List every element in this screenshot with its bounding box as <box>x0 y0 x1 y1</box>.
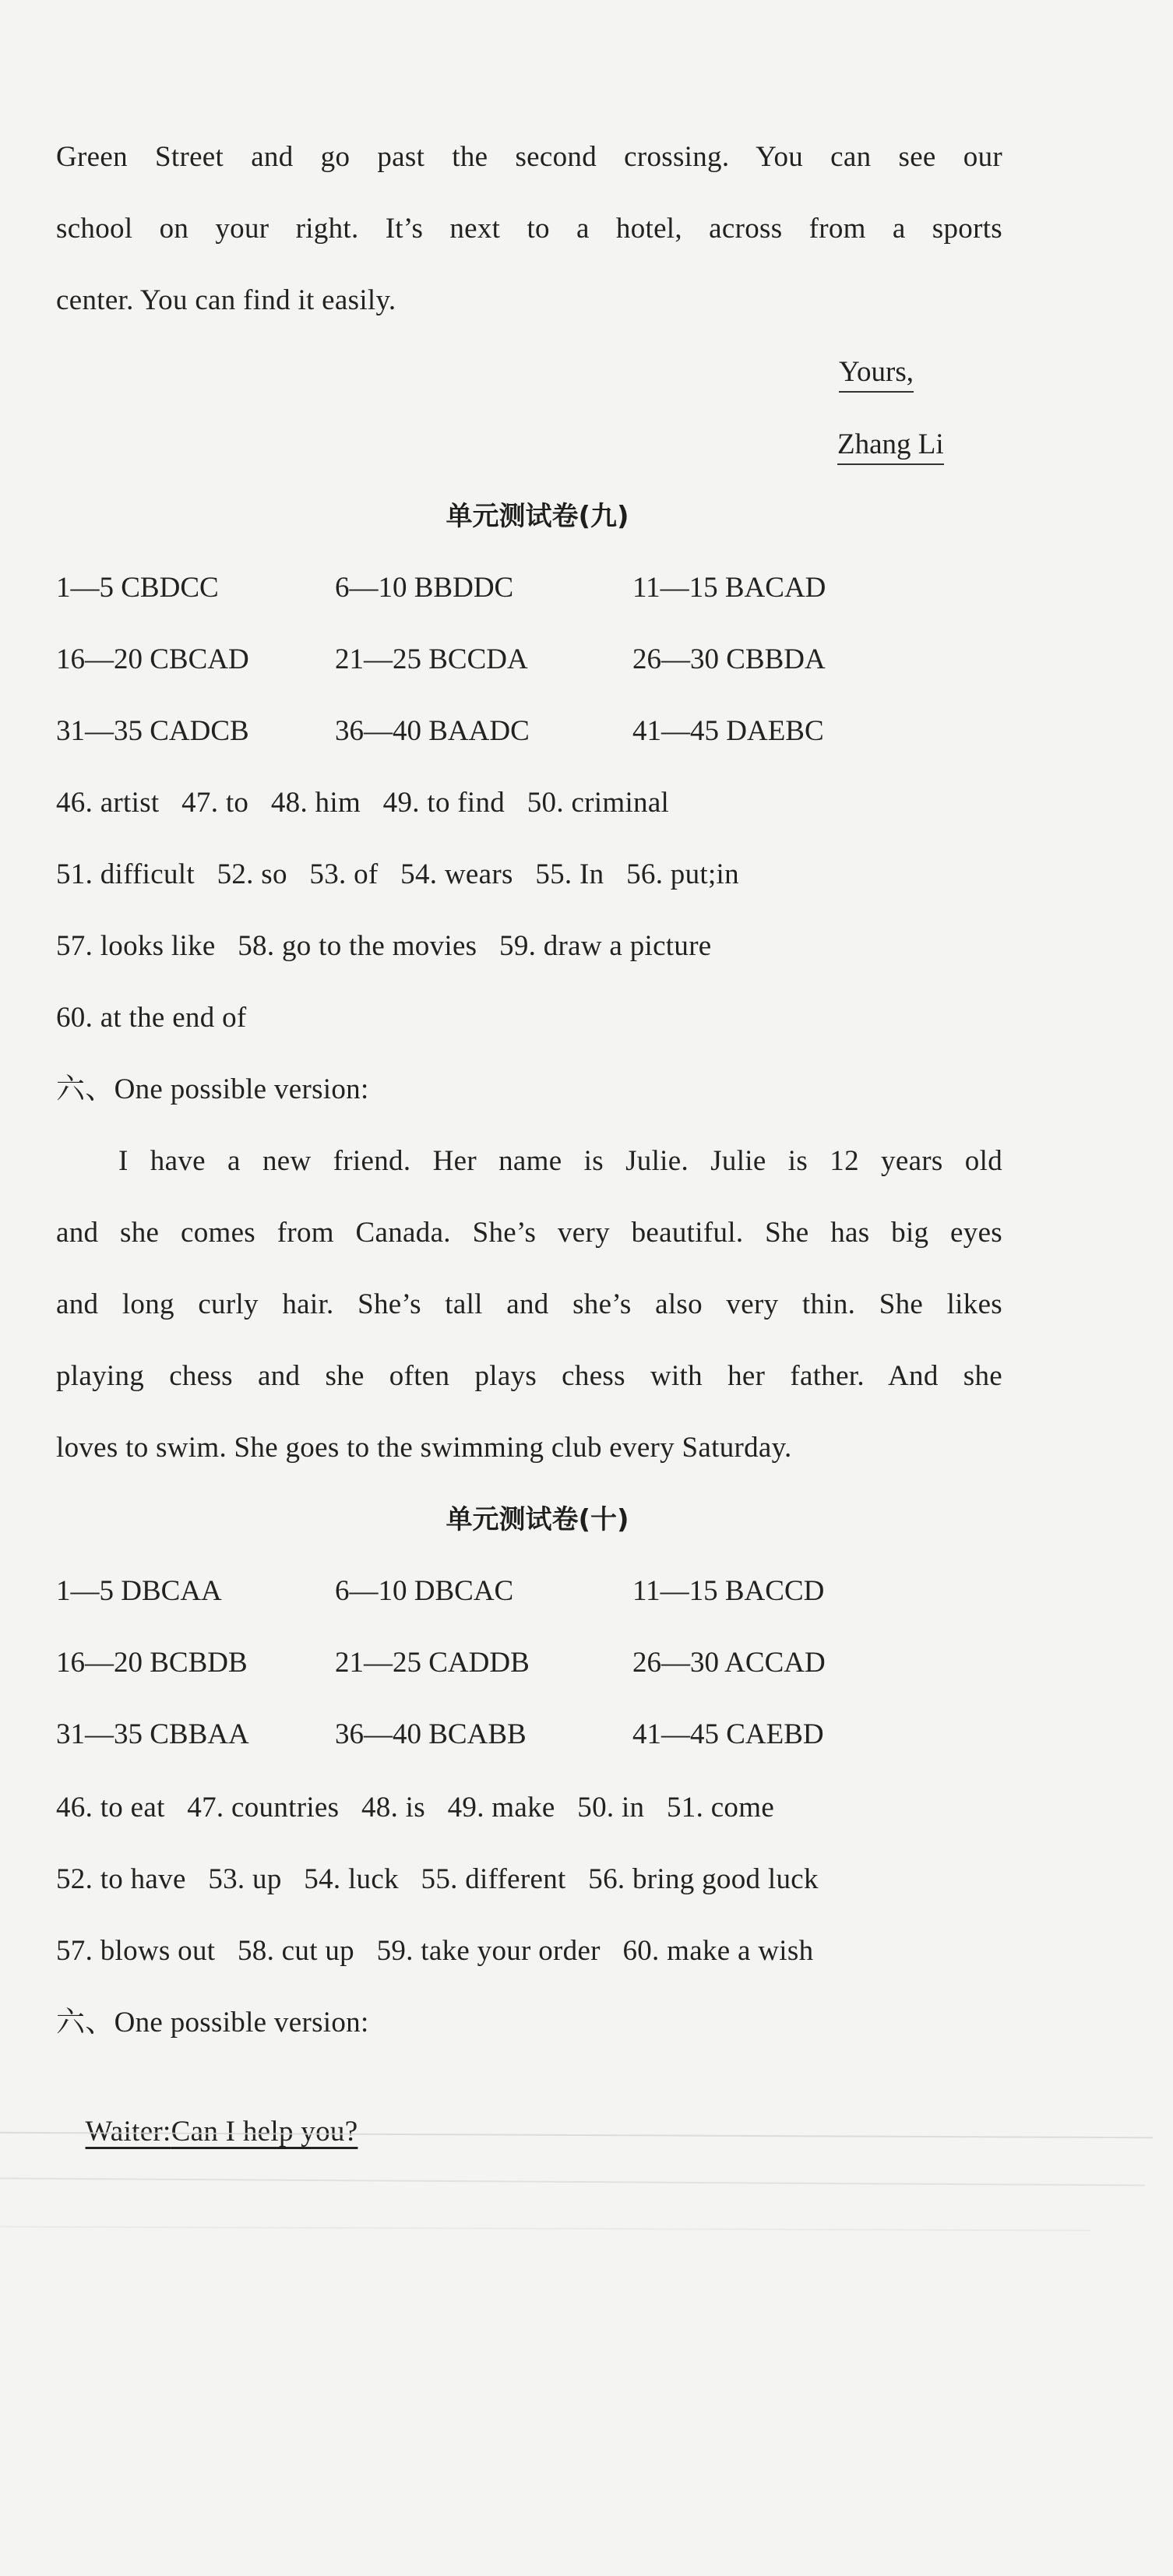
letter-closing: Yours, <box>839 354 914 393</box>
mc-group: 36—40 BAADC <box>335 715 530 747</box>
test9-fill-line-3: 57. looks like 58. go to the movies 59. draw a picture <box>56 930 712 962</box>
mc-group: 1—5 CBDCC <box>56 572 219 604</box>
mc-group: 11—15 BACAD <box>632 572 826 604</box>
test9-fill-line-2: 51. difficult 52. so 53. of 54. wears 55. In 56. put;in <box>56 858 739 890</box>
letter-signature: Zhang Li <box>837 426 944 465</box>
test9-writing-line-5: loves to swim. She goes to the swimming club every Saturday. <box>56 1432 792 1464</box>
test9-fill-line-4: 60. at the end of <box>56 1002 247 1034</box>
test10-title: 单元测试卷(十) <box>446 1504 629 1535</box>
mc-group: 31—35 CADCB <box>56 715 249 747</box>
test9-writing-line-3: and long curly hair. She’s tall and she’s also very thin. She likes <box>56 1288 1002 1320</box>
scan-fold-line <box>0 2226 1090 2232</box>
mc-group: 31—35 CBBAA <box>56 1718 249 1750</box>
mc-group: 6—10 BBDDC <box>335 572 514 604</box>
mc-group: 21—25 BCCDA <box>335 643 528 675</box>
mc-group: 41—45 DAEBC <box>632 715 824 747</box>
mc-group: 11—15 BACCD <box>632 1575 825 1607</box>
mc-group: 16—20 BCBDB <box>56 1647 248 1679</box>
mc-group: 6—10 DBCAC <box>335 1575 514 1607</box>
dialogue-text: Can I help you? <box>171 2116 358 2148</box>
letter-line-3: center. You can find it easily. <box>56 284 396 316</box>
letter-line-2: school on your right. It’s next to a hotel, across from a sports <box>56 213 1002 245</box>
mc-group: 26—30 ACCAD <box>632 1647 826 1679</box>
mc-group: 41—45 CAEBD <box>632 1718 824 1750</box>
mc-group: 21—25 CADDB <box>335 1647 530 1679</box>
mc-group: 1—5 DBCAA <box>56 1575 222 1607</box>
mc-group: 16—20 CBCAD <box>56 643 249 675</box>
test10-fill-line-2: 52. to have 53. up 54. luck 55. different 56. bring good luck <box>56 1863 819 1895</box>
test9-fill-line-1: 46. artist 47. to 48. him 49. to find 50. criminal <box>56 787 670 819</box>
test10-fill-line-1: 46. to eat 47. countries 48. is 49. make 50. in 51. come <box>56 1792 775 1824</box>
test9-title: 单元测试卷(九) <box>446 501 629 532</box>
test9-writing-label: 六、One possible version: <box>56 1073 369 1105</box>
mc-group: 26—30 CBBDA <box>632 643 826 675</box>
test10-writing-label: 六、One possible version: <box>56 2007 369 2039</box>
test10-fill-line-3: 57. blows out 58. cut up 59. take your order 60. make a wish <box>56 1935 814 1967</box>
test9-writing-line-2: and she comes from Canada. She’s very beautiful. She has big eyes <box>56 1217 1002 1249</box>
test9-writing-line-4: playing chess and she often plays chess with her father. And she <box>56 1360 1002 1392</box>
dialogue-speaker: Waiter: <box>85 2116 171 2148</box>
test9-writing-line-1: I have a new friend. Her name is Julie. Julie is 12 years old <box>118 1145 1002 1177</box>
mc-group: 36—40 BCABB <box>335 1718 527 1750</box>
letter-line-1: Green Street and go past the second crossing. You can see our <box>56 141 1002 173</box>
